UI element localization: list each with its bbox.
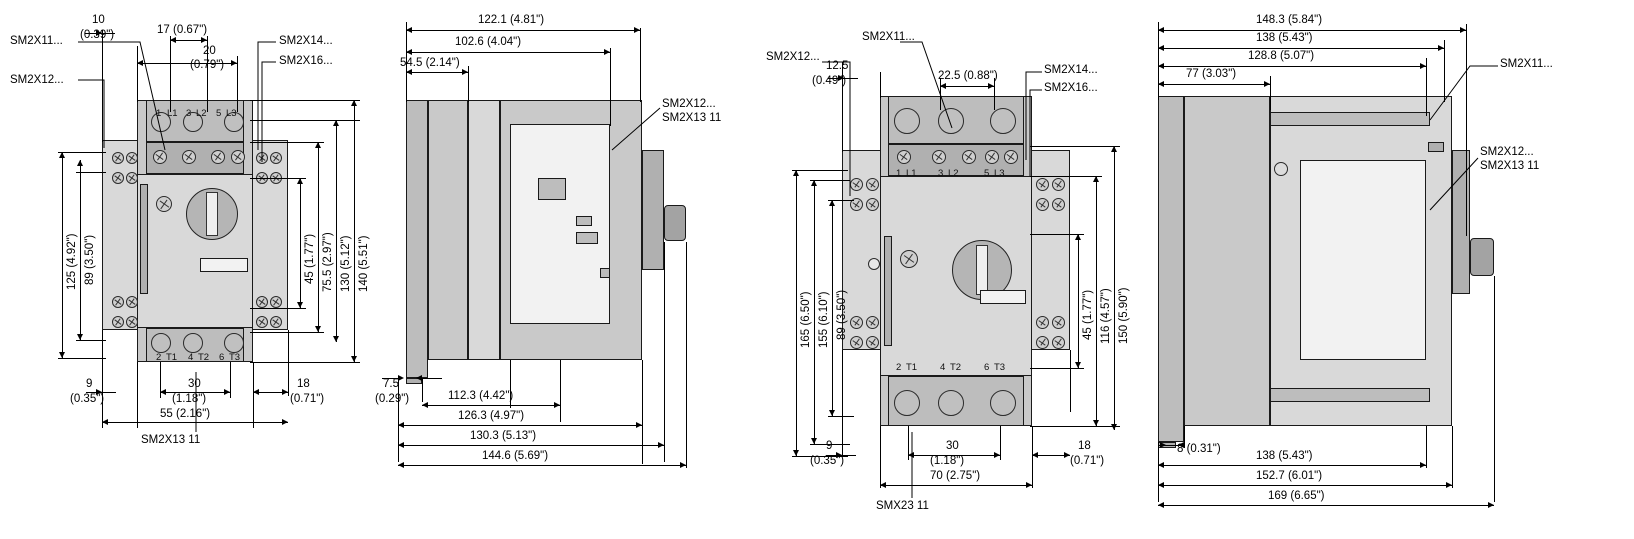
v2-dim-1123: 112.3 (4.42"): [448, 390, 514, 402]
v1-screw-t3: [182, 150, 196, 164]
v2-dim-line: [398, 465, 686, 466]
v1-term-label-t3: T3: [229, 352, 241, 363]
v3-dim-9: 9: [826, 440, 833, 452]
v2-aux-block: [576, 216, 592, 226]
v4-body-rear: [1184, 96, 1270, 426]
v3-mount-screw: [866, 178, 879, 191]
v2-dim-line: [406, 72, 468, 73]
v1-dim-9: 9: [86, 378, 93, 390]
v3-dim-line: [1114, 146, 1115, 430]
v2-callout-sm2x13: SM2X13 11: [662, 112, 722, 124]
v4-ext-line: [1444, 40, 1445, 102]
v3-reset-button: [900, 250, 918, 268]
v1-mount-screw: [126, 152, 138, 164]
v3-dim-line: [940, 86, 994, 87]
v3-terminal-3: [938, 108, 964, 134]
v4-dim-8: 8 (0.31"): [1177, 443, 1221, 455]
v2-ext-line: [610, 48, 611, 126]
v1-dim-line: [80, 160, 81, 340]
v2-ext-line: [422, 378, 423, 402]
v3-dim-225: 22.5 (0.88"): [938, 70, 998, 82]
v1-dim-140: 140 (5.51"): [358, 235, 370, 292]
v3-dim-30-in: (1.18"): [930, 455, 965, 467]
v2-ext-line: [398, 378, 399, 462]
v3-ext-line: [1030, 234, 1084, 235]
v3-term-label-3: 3: [938, 168, 944, 179]
v3-aux-hole: [868, 258, 880, 270]
v1-screw-t5: [211, 150, 225, 164]
v1-ext-line: [102, 30, 103, 142]
v4-dim-line: [1158, 66, 1426, 67]
v4-dim-line: [1158, 465, 1426, 466]
v3-mount-screw: [850, 316, 863, 329]
v3-ext-line: [828, 200, 854, 201]
v3-terminal-6: [990, 390, 1016, 416]
v3-mount-screw: [1036, 316, 1049, 329]
v2-aux-block: [576, 232, 598, 244]
v4-callout-sm2x13: SM2X13 11: [1480, 160, 1540, 172]
v2-dim-75-in: (0.29"): [375, 393, 410, 405]
v2-dim-1303: 130.3 (5.13"): [470, 430, 537, 442]
v1-dim-line: [336, 120, 337, 342]
v3-ext-line: [1030, 368, 1084, 369]
v3-term-label-6: 6: [984, 362, 990, 373]
v3-dim-line: [880, 485, 1032, 486]
v4-ext-line: [1158, 442, 1159, 502]
v2-dim-line: [406, 30, 640, 31]
v2-body-rear: [428, 100, 468, 360]
v1-terminal-4: [183, 333, 203, 353]
v1-dim-20: 20: [203, 45, 216, 57]
v4-side-nose: [1452, 150, 1470, 294]
v1-ext-line: [230, 362, 231, 398]
v3-callout-sm2x11: SM2X11...: [862, 31, 915, 43]
v2-dim-1221: 122.1 (4.81"): [478, 14, 545, 26]
v3-trip-indicator: [884, 236, 892, 346]
v1-ext-line: [253, 362, 254, 428]
v3-callout-smx23: SMX23 11: [876, 500, 929, 512]
v3-term-label-l2: L2: [948, 168, 959, 179]
v2-side-nose: [642, 150, 664, 270]
v2-dim-1446: 144.6 (5.69"): [482, 450, 549, 462]
v3-ext-line: [880, 72, 881, 98]
v3-dim-165: 165 (6.50"): [800, 291, 812, 348]
v4-module-panel: [1300, 160, 1426, 360]
v3-mount-screw: [1036, 198, 1049, 211]
v3-ext-line: [880, 426, 881, 488]
v1-callout-sm2x13: SM2X13 11: [141, 434, 201, 446]
v3-dim-125-in: (0.49"): [812, 75, 847, 87]
v4-ext-line: [1494, 276, 1495, 502]
v1-callout-sm2x12: SM2X12...: [10, 74, 64, 86]
v1-term-label-1: 1: [156, 108, 162, 119]
v4-notch-top: [1270, 112, 1430, 126]
v1-mount-screw: [112, 172, 124, 184]
v3-term-label-1: 1: [896, 168, 902, 179]
v4-din-rail-clip: [1158, 96, 1184, 442]
v1-mount-screw: [270, 152, 282, 164]
v4-aux-tab: [1428, 142, 1444, 152]
v1-dim-10-in: (0.39"): [80, 29, 115, 41]
v3-mount-screw: [866, 316, 879, 329]
v2-dim-1026: 102.6 (4.04"): [455, 36, 522, 48]
v3-mount-screw: [1052, 336, 1065, 349]
v4-dim-169: 169 (6.65"): [1268, 490, 1325, 502]
v1-term-label-3: 3: [186, 108, 192, 119]
v3-dim-9-in: (0.35"): [810, 455, 845, 467]
v4-ext-line: [1158, 22, 1159, 100]
v1-mount-screw: [126, 172, 138, 184]
v1-callout-sm2x14: SM2X14...: [279, 35, 333, 47]
v3-mount-screw: [850, 178, 863, 191]
v3-dim-125: 12.5: [826, 60, 849, 72]
v1-dim-line: [354, 100, 355, 362]
v4-dim-1527: 152.7 (6.01"): [1256, 470, 1323, 482]
v1-term-label-l3: L3: [226, 108, 237, 119]
v3-terminal-4: [938, 390, 964, 416]
v1-term-label-l2: L2: [196, 108, 207, 119]
v2-aux-block: [600, 268, 610, 278]
v4-notch-bottom: [1270, 388, 1430, 402]
v1-dim-18: 18: [297, 378, 310, 390]
v3-ext-line: [994, 78, 995, 110]
v1-term-label-l1: L1: [167, 108, 178, 119]
v1-term-label-t2: T2: [198, 352, 210, 363]
v3-dim-150: 150 (5.90"): [1118, 287, 1130, 344]
v3-dim-70: 70 (2.75"): [930, 470, 981, 482]
v4-dim-1288: 128.8 (5.07"): [1248, 50, 1315, 62]
v1-label-window: [200, 258, 248, 272]
v1-reset-button: [156, 196, 172, 212]
v1-dim-20-in: (0.79"): [190, 59, 225, 71]
v1-ext-line: [58, 152, 106, 153]
v3-dim-line: [1078, 234, 1079, 368]
v3-mount-screw: [850, 336, 863, 349]
v4-knob-side: [1470, 238, 1494, 276]
v4-dim-line: [1158, 485, 1452, 486]
v4-dim-line: [1158, 48, 1444, 49]
v2-ext-line: [686, 242, 687, 468]
v1-mount-screw: [256, 316, 268, 328]
v1-term-label-2: 2: [156, 352, 162, 363]
v2-dim-line: [398, 445, 664, 446]
v1-screw-t7: [231, 150, 245, 164]
v3-screw-e: [1004, 150, 1018, 164]
v3-dim-line: [814, 180, 815, 444]
v1-term-label-5: 5: [216, 108, 222, 119]
v3-term-label-2: 2: [896, 362, 902, 373]
v3-dim-line: [832, 200, 833, 416]
v3-ext-line: [1030, 176, 1102, 177]
v3-terminal-1: [894, 108, 920, 134]
v3-label-window: [980, 290, 1026, 304]
v2-aux-block: [538, 178, 566, 200]
v4-pivot-hole: [1274, 162, 1288, 176]
v3-callout-sm2x14: SM2X14...: [1044, 64, 1098, 76]
v4-callout-sm2x11: SM2X11...: [1500, 58, 1553, 70]
v3-ext-line: [1000, 426, 1001, 460]
v2-dim-line: [422, 378, 442, 379]
v3-screw-d: [985, 150, 999, 164]
v1-mount-screw: [112, 152, 124, 164]
v1-ext-line: [237, 56, 238, 112]
v1-ext-line: [137, 362, 138, 428]
v1-mount-screw: [112, 296, 124, 308]
v2-ext-line: [640, 28, 641, 102]
v1-ext-line: [250, 308, 306, 309]
v3-mount-screw: [1052, 316, 1065, 329]
v3-screw-b: [932, 150, 946, 164]
v3-mount-screw: [1036, 178, 1049, 191]
v3-ext-line: [842, 350, 843, 456]
v3-callout-sm2x12: SM2X12...: [766, 51, 820, 63]
v3-ext-line: [810, 180, 850, 181]
v3-callout-sm2x16: SM2X16...: [1044, 82, 1098, 94]
v3-term-label-t3: T3: [994, 362, 1006, 373]
v2-din-rail-clip: [406, 100, 428, 378]
v4-dim-138: 138 (5.43"): [1256, 32, 1313, 44]
v2-ext-line: [560, 360, 561, 422]
v4-dim-line: [1158, 84, 1270, 85]
v3-ext-line: [1030, 426, 1120, 427]
v1-callout-sm2x16: SM2X16...: [279, 55, 333, 67]
v4-ext-line: [1452, 426, 1453, 488]
v3-dim-line: [796, 170, 797, 456]
v1-ext-line: [76, 172, 106, 173]
v2-ext-line: [664, 242, 665, 462]
v1-handle-slot: [206, 192, 218, 236]
v1-mount-screw: [270, 316, 282, 328]
v4-ext-line: [1270, 76, 1271, 110]
v2-dim-line: [422, 405, 560, 406]
v3-term-label-l3: L3: [994, 168, 1005, 179]
v1-dim-9-in: (0.35"): [70, 393, 105, 405]
v1-ext-line: [250, 142, 324, 143]
v1-ext-line: [102, 330, 103, 428]
v1-dim-17: 17 (0.67"): [157, 24, 208, 36]
v2-ext-line: [642, 360, 643, 464]
v4-callout-sm2x12: SM2X12...: [1480, 146, 1534, 158]
v4-dim-77: 77 (3.03"): [1186, 68, 1237, 80]
v4-dim-1483: 148.3 (5.84"): [1256, 14, 1323, 26]
v1-screw-t1: [153, 150, 167, 164]
v2-callout-sm2x12: SM2X12...: [662, 98, 716, 110]
v1-dim-130: 130 (5.12"): [340, 235, 352, 292]
v3-term-label-t2: T2: [950, 362, 962, 373]
v1-mount-screw: [256, 152, 268, 164]
v3-dim-30: 30: [946, 440, 959, 452]
v1-ext-line: [250, 332, 324, 333]
v1-mount-screw: [112, 316, 124, 328]
v2-ext-line: [468, 66, 469, 102]
v1-dim-line: [318, 142, 319, 332]
v4-ext-line: [1426, 58, 1427, 116]
v3-dim-18-in: (0.71"): [1070, 455, 1105, 467]
v1-terminal-2: [151, 333, 171, 353]
v1-ext-line: [288, 330, 289, 396]
v1-ext-line: [170, 36, 171, 112]
v1-dim-89: 89 (3.50"): [84, 234, 96, 285]
v1-trip-indicator: [140, 184, 148, 294]
v3-terminal-2: [894, 390, 920, 416]
v1-mount-screw: [256, 296, 268, 308]
v1-callout-sm2x11: SM2X11...: [10, 35, 63, 47]
v2-knob-side: [664, 205, 686, 241]
v3-ext-line: [1070, 350, 1071, 412]
v3-dim-45: 45 (1.77"): [1082, 289, 1094, 340]
v2-dim-1263: 126.3 (4.97"): [458, 410, 525, 422]
v2-dim-75: 7.5: [383, 378, 399, 390]
v3-term-label-l1: L1: [906, 168, 917, 179]
v1-dim-30: 30: [188, 378, 201, 390]
v3-mount-screw: [1036, 336, 1049, 349]
v3-term-label-5: 5: [984, 168, 990, 179]
v3-handle-slot: [976, 245, 988, 295]
v1-term-label-6: 6: [219, 352, 225, 363]
v1-mount-screw: [270, 296, 282, 308]
v4-dim-line: [1158, 505, 1494, 506]
v3-dim-116: 116 (4.57"): [1100, 288, 1112, 344]
v3-ext-line: [1030, 146, 1120, 147]
v1-ext-line: [137, 46, 138, 102]
v3-mount-screw: [866, 336, 879, 349]
v1-dim-45: 45 (1.77"): [304, 233, 316, 284]
v3-dim-18: 18: [1078, 440, 1091, 452]
v3-screw-a: [897, 150, 911, 164]
v4-ext-line: [1426, 426, 1427, 468]
v4-dim-138b: 138 (5.43"): [1256, 450, 1313, 462]
v1-dim-line: [102, 422, 288, 423]
v3-dim-155: 155 (6.10"): [818, 291, 830, 348]
v1-ext-line: [250, 120, 360, 121]
v1-dim-125: 125 (4.92"): [66, 233, 78, 290]
v3-screw-c: [962, 150, 976, 164]
v3-ext-line: [792, 170, 848, 171]
v3-mount-screw: [866, 198, 879, 211]
v1-mount-screw: [126, 296, 138, 308]
v1-ext-line: [250, 362, 360, 363]
v3-term-label-4: 4: [940, 362, 946, 373]
v2-body-mid: [468, 100, 500, 360]
v3-mount-screw: [1052, 198, 1065, 211]
v2-module-panel: [510, 124, 610, 324]
v2-dim-line: [406, 52, 610, 53]
v1-dim-line: [300, 178, 301, 308]
v1-terminal-6: [224, 333, 244, 353]
v1-dim-10: 10: [92, 14, 105, 26]
v1-dim-55: 55 (2.16"): [160, 408, 211, 420]
v3-mount-screw: [1052, 178, 1065, 191]
v1-dim-30-in: (1.18"): [172, 393, 207, 405]
v3-dim-89: 89 (3.50"): [836, 289, 848, 340]
v1-ext-line: [58, 358, 106, 359]
v1-mount-screw: [126, 316, 138, 328]
v2-dim-line: [398, 425, 642, 426]
v1-term-label-4: 4: [188, 352, 194, 363]
v3-term-label-t1: T1: [906, 362, 918, 373]
v1-ext-line: [250, 100, 360, 101]
v1-ext-line: [250, 178, 306, 179]
v2-dim-545: 54.5 (2.14"): [400, 57, 460, 69]
v4-ext-line: [1466, 24, 1467, 236]
v1-term-label-t1: T1: [166, 352, 178, 363]
v4-dim-line: [1158, 30, 1466, 31]
v1-dim-755: 75.5 (2.97"): [322, 232, 334, 292]
v3-dim-line: [1096, 176, 1097, 426]
v1-dim-18-in: (0.71"): [290, 393, 325, 405]
v3-ext-line: [828, 416, 854, 417]
v3-terminal-5: [990, 108, 1016, 134]
v1-dim-line: [62, 152, 63, 358]
